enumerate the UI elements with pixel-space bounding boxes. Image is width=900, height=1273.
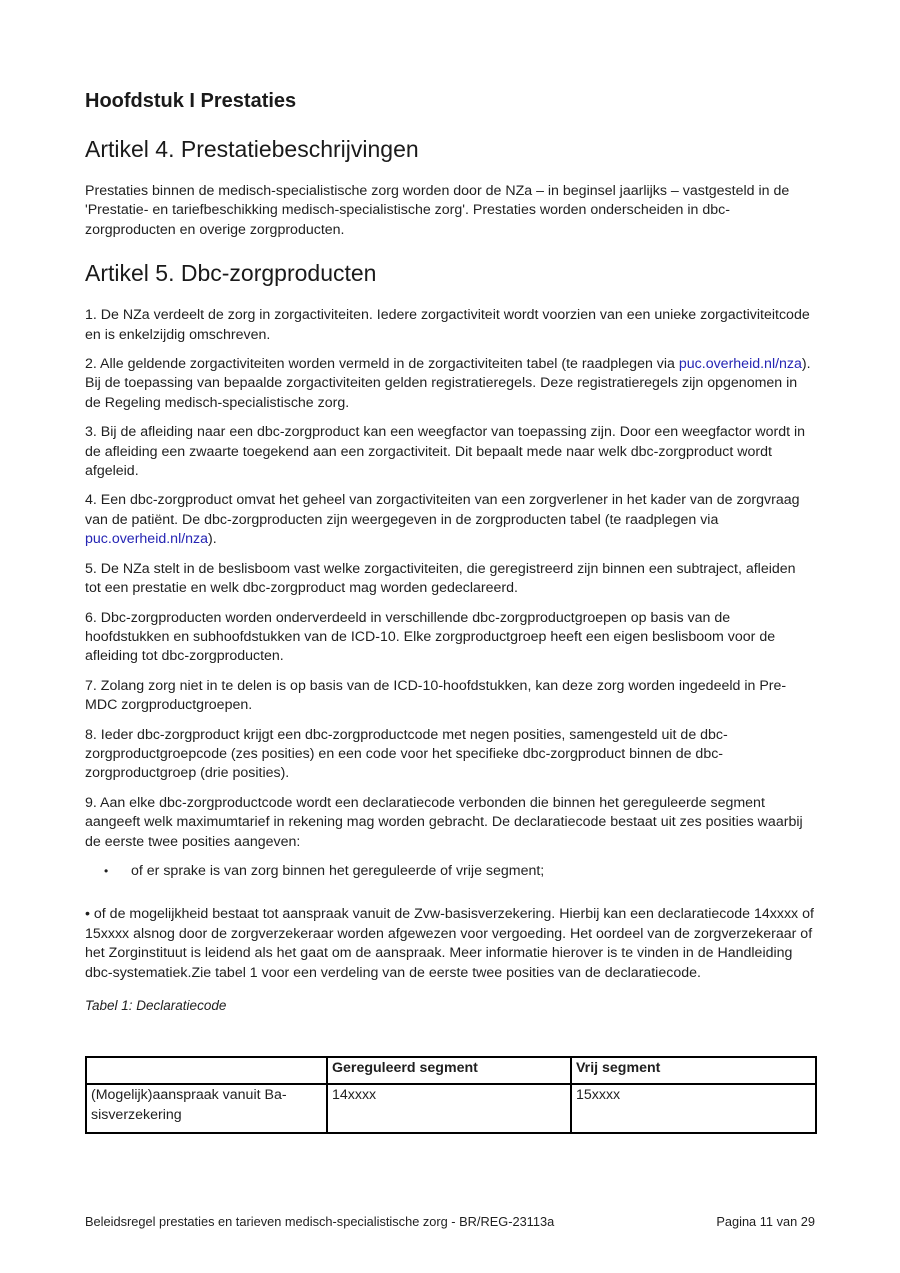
article5-item-2-post: ). Bij de toepassing van bepaalde zorgactiviteiten gelden registratieregels. Deze registratieregels zijn opgenomen in de Regeling medisch-specialistische zorg. <box>85 356 811 411</box>
article4-body: Prestaties binnen de medisch-specialistische zorg worden door de NZa – in beginsel jaarlijks – vastgesteld in de 'Prestatie- en tariefbeschikking medisch-specialistische zorg'. Prestaties worden onderscheiden in dbc-zorgproducten en overige zorgproducten. <box>85 183 790 238</box>
page-content <box>85 88 815 1134</box>
article5-item-2-pre: 2. Alle geldende zorgactiviteiten worden vermeld in de zorgactiviteiten tabel (te raadplegen via <box>85 356 679 373</box>
article5-item-1: 1. De NZa verdeelt de zorg in zorgactiviteiten. Iedere zorgactiviteit wordt voorzien van een unieke zorgactiviteitcode en is enkelzijdig omschreven. <box>85 307 810 343</box>
article4-heading: Artikel 4. Prestatiebeschrijvingen <box>85 136 419 162</box>
puc-overheid-link[interactable]: puc.overheid.nl/nza <box>85 531 209 548</box>
table-cell-aanspraak: (Mogelijk)aanspraak vanuit Ba-sisverzekering <box>86 1084 327 1133</box>
article5-item-9: 9. Aan elke dbc-zorgproductcode wordt een declaratiecode verbonden die binnen het gereguleerde segment aangeeft welk maximumtarief in rekening mag worden gebracht. De declaratiecode bestaat uit zes posities waarbij de eerste twee posities aangeven: <box>85 794 803 850</box>
article5-closing-paragraph: • of de mogelijkheid bestaat tot aanspraak vanuit de Zvw-basisverzekering. Hierbij kan een declaratiecode 14xxxx of 15xxxx alsnog door de zorgverzekeraar worden afgewezen voor vergoeding. Het oordeel van de zorgverzekeraar of het Zorginstituut is leidend als het gaat om de aanspraak. Meer informatie hierover is te vinden in de Handleiding dbc-systematiek.Zie tabel 1 voor een verdeling van de eerste twee posities van de declaratiecode. <box>85 906 814 981</box>
table-header-row <box>86 1057 816 1084</box>
article5-item-4 <box>85 491 815 549</box>
table-header-gereguleerd: Gereguleerd segment <box>327 1057 571 1084</box>
article5-item-6: 6. Dbc-zorgproducten worden onderverdeeld in verschillende dbc-zorgproductgroepen op basis van de hoofdstukken en subhoofdstukken van de ICD-10. Elke zorgproductgroep heeft een eigen beslisboom voor de afleiding tot dbc-zorgproducten. <box>85 609 776 665</box>
article5-item-7: 7. Zolang zorg niet in te delen is op basis van de ICD-10-hoofdstukken, kan deze zorg worden ingedeeld in Pre-MDC zorgproductgroepen. <box>85 677 787 714</box>
article5-item-3: 3. Bij de afleiding naar een dbc-zorgproduct kan een weegfactor van toepassing zijn. Door een weegfactor wordt in de afleiding een zwaarte toegekend aan een zorgactiviteit. Dit bepaalt mede naar welk dbc-zorgproduct wordt afgeleid. <box>85 424 806 480</box>
table-cell-15xxxx: 15xxxx <box>571 1084 816 1133</box>
table-header-vrij: Vrij segment <box>571 1057 816 1084</box>
table-header-empty <box>86 1057 327 1084</box>
page-footer <box>85 1213 815 1230</box>
bullet-list-item <box>85 862 815 881</box>
table-row <box>86 1084 816 1133</box>
chapter-title: Hoofdstuk I Prestaties <box>85 90 297 112</box>
article5-item-4-post: ). <box>208 531 217 548</box>
table-cell-14xxxx: 14xxxx <box>327 1084 571 1133</box>
bullet-text: of er sprake is van zorg binnen het gereguleerde of vrije segment; <box>131 862 545 879</box>
table-caption: Tabel 1: Declaratiecode <box>85 998 227 1013</box>
article5-item-4-pre: 4. Een dbc-zorgproduct omvat het geheel van zorgactiviteiten van een zorgverlener in het kader van de zorgvraag van de patiënt. De dbc-zorgproducten zijn weergegeven in de zorgproducten tabel (te raadplegen via <box>85 492 800 528</box>
puc-overheid-link[interactable]: puc.overheid.nl/nza <box>678 356 802 373</box>
footer-page-number: Pagina 11 van 29 <box>716 1214 815 1229</box>
article5-heading: Artikel 5. Dbc-zorgproducten <box>85 260 377 287</box>
article5-item-5: 5. De NZa stelt in de beslisboom vast welke zorgactiviteiten, die geregistreerd zijn binnen een subtraject, afleiden tot een prestatie en welk dbc-zorgproduct mag worden gedeclareerd. <box>85 560 796 597</box>
article5-item-8: 8. Ieder dbc-zorgproduct krijgt een dbc-zorgproductcode met negen posities, samengesteld uit de dbc-zorgproductgroepcode (zes posities) en een code voor het specifieke dbc-zorgproduct binnen de dbc-zorgproductgroep (drie posities). <box>85 726 728 782</box>
bullet-icon: • <box>104 863 109 878</box>
declaratiecode-table <box>85 1056 817 1134</box>
article5-item-2 <box>85 355 815 413</box>
footer-document-title: Beleidsregel prestaties en tarieven medisch-specialistische zorg - BR/REG-23113a <box>85 1214 555 1229</box>
